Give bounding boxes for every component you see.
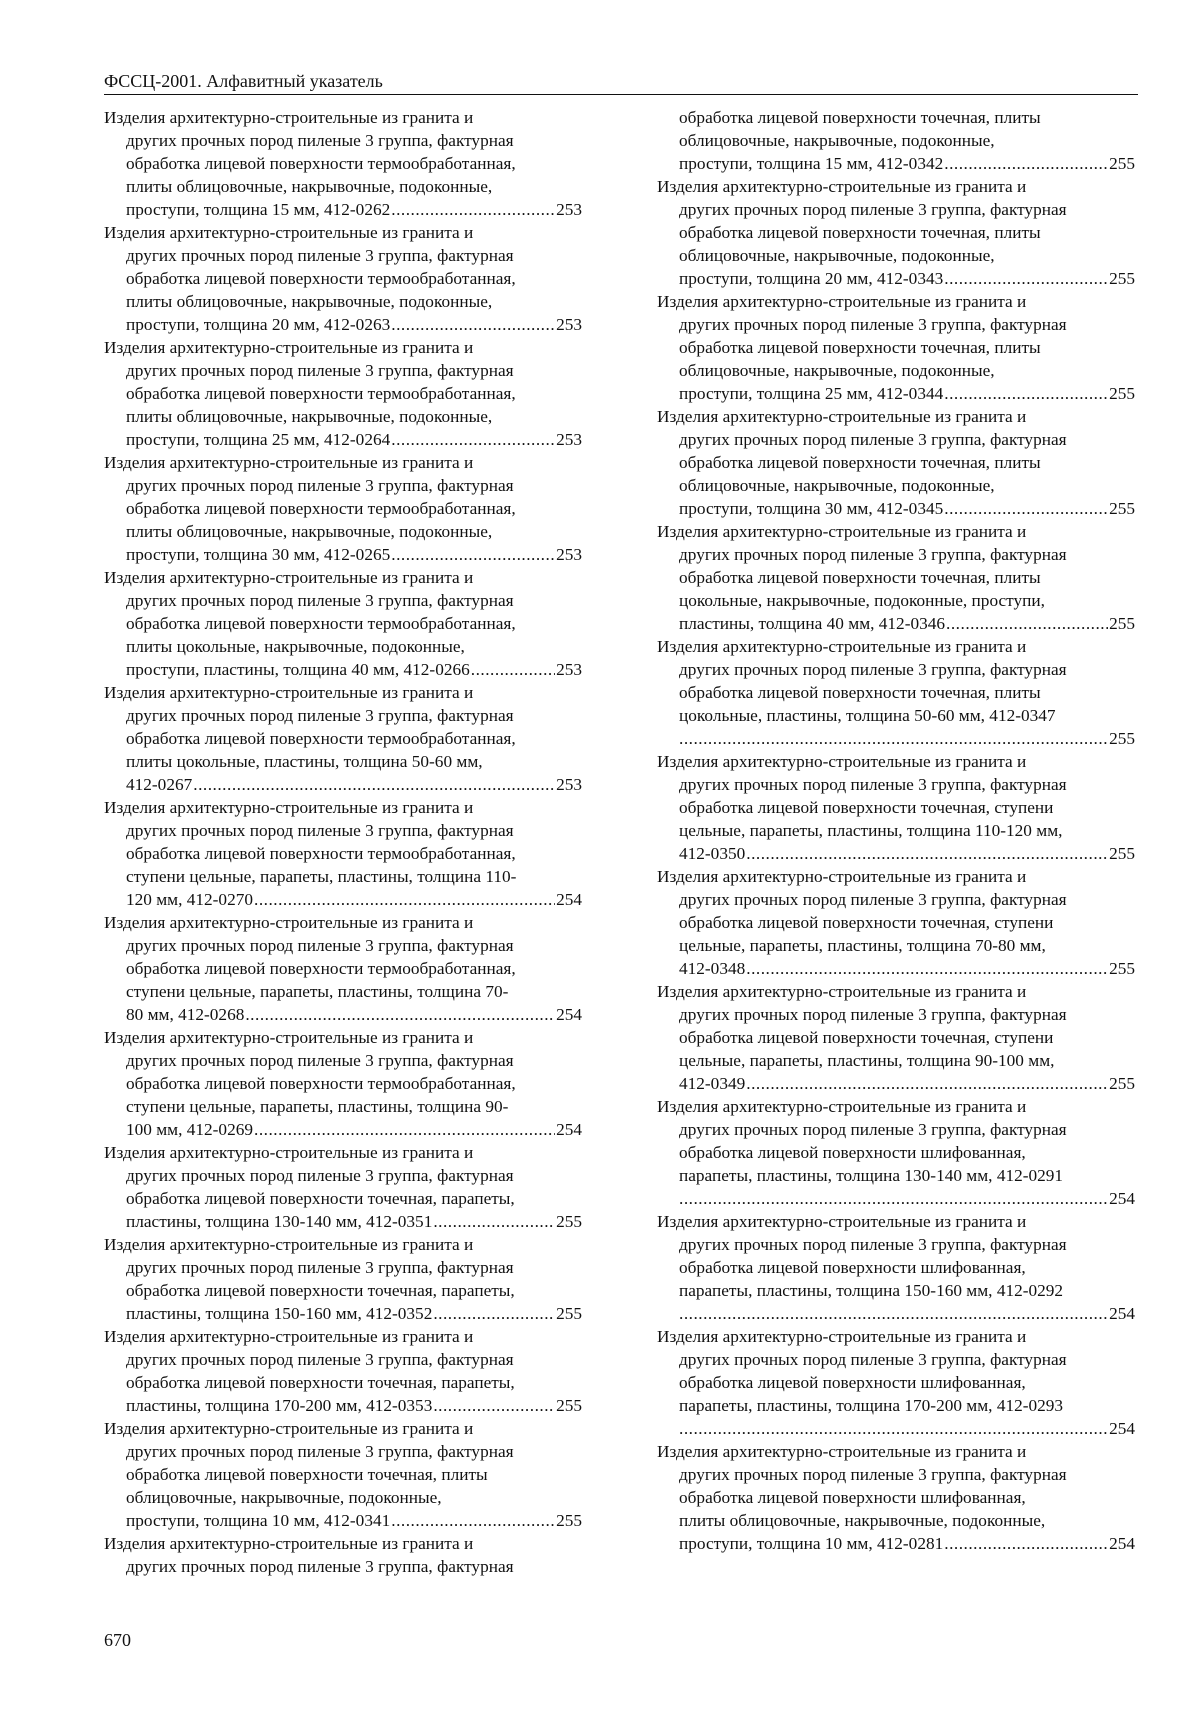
entry-text-line: Изделия архитектурно-строительные из гранита и (104, 568, 474, 587)
entry-text-line: других прочных пород пиленые 3 группа, фактурная (679, 1350, 1067, 1369)
index-entry (657, 980, 1135, 1095)
entry-text-line: других прочных пород пиленые 3 группа, фактурная (126, 1051, 514, 1070)
entry-last-line (657, 727, 1135, 750)
entry-text-tail: проступи, толщина 30 мм, 412-0265 (126, 545, 391, 564)
entry-last-line (104, 198, 582, 221)
leader-dots (471, 658, 555, 681)
entry-text-line: обработка лицевой поверхности точечная, ступени (679, 798, 1054, 817)
entry-text-line: Изделия архитектурно-строительные из гранита и (104, 338, 474, 357)
entry-text-line: облицовочные, накрывочные, подоконные, (679, 361, 995, 380)
leader-dots (679, 1302, 1108, 1325)
entry-text-line: других прочных пород пиленые 3 группа, фактурная (679, 430, 1067, 449)
entry-text-line: Изделия архитектурно-строительные из гранита и (104, 913, 474, 932)
leader-dots (946, 612, 1108, 635)
entry-text-line: обработка лицевой поверхности шлифованная, (679, 1373, 1026, 1392)
entry-last-line (104, 773, 582, 796)
entry-page-ref: 255 (1109, 1074, 1135, 1093)
entry-page-ref: 255 (1109, 959, 1135, 978)
entry-text-line: Изделия архитектурно-строительные из гранита и (657, 1442, 1027, 1461)
entry-text-line: других прочных пород пиленые 3 группа, фактурная (679, 1005, 1067, 1024)
entry-text-line: Изделия архитектурно-строительные из гранита и (657, 1097, 1027, 1116)
index-entry (657, 290, 1135, 405)
leader-dots (254, 888, 555, 911)
entry-text-line: ступени цельные, парапеты, пластины, толщина 90- (126, 1097, 509, 1116)
entry-text-line: Изделия архитектурно-строительные из гранита и (657, 867, 1027, 886)
entry-text-line: обработка лицевой поверхности термообработанная, (126, 384, 516, 403)
entry-text-line: обработка лицевой поверхности точечная, плиты (679, 568, 1041, 587)
entry-page-ref: 255 (1109, 614, 1135, 633)
index-entry (657, 1440, 1135, 1555)
index-entry (104, 1026, 582, 1141)
entry-text-line: Изделия архитектурно-строительные из гранита и (104, 1327, 474, 1346)
entry-text-line: Изделия архитектурно-строительные из гранита и (104, 1143, 474, 1162)
entry-text-line: других прочных пород пиленые 3 группа, фактурная (679, 775, 1067, 794)
index-entry (104, 911, 582, 1026)
entry-text-line: Изделия архитектурно-строительные из гранита и (104, 798, 474, 817)
entry-page-ref: 254 (1109, 1189, 1135, 1208)
entry-text-line: цокольные, пластины, толщина 50-60 мм, 412-0347 (679, 706, 1056, 725)
entry-text-line: Изделия архитектурно-строительные из гранита и (104, 683, 474, 702)
index-entry (657, 1210, 1135, 1325)
entry-text-tail: пластины, толщина 150-160 мм, 412-0352 (126, 1304, 433, 1323)
entry-text-tail: 412-0348 (679, 959, 746, 978)
entry-page-ref: 253 (556, 200, 582, 219)
entry-text-line: других прочных пород пиленые 3 группа, фактурная (126, 1258, 514, 1277)
leader-dots (944, 1532, 1108, 1555)
entry-last-line (657, 267, 1135, 290)
entry-text-line: цельные, парапеты, пластины, толщина 70-80 мм, (679, 936, 1046, 955)
entry-text-line: обработка лицевой поверхности шлифованная, (679, 1143, 1026, 1162)
entry-text-line: обработка лицевой поверхности точечная, парапеты, (126, 1281, 515, 1300)
entry-text-line: плиты цокольные, пластины, толщина 50-60 мм, (126, 752, 483, 771)
entry-text-line: других прочных пород пиленые 3 группа, фактурная (126, 706, 514, 725)
entry-text-line: цельные, парапеты, пластины, толщина 90-100 мм, (679, 1051, 1055, 1070)
entry-last-line (657, 1187, 1135, 1210)
entry-page-ref: 253 (556, 545, 582, 564)
entry-text-line: ступени цельные, парапеты, пластины, толщина 110- (126, 867, 517, 886)
index-entry (657, 405, 1135, 520)
entry-text-line: цокольные, накрывочные, подоконные, проступи, (679, 591, 1045, 610)
entry-page-ref: 255 (1109, 499, 1135, 518)
entry-text-line: Изделия архитектурно-строительные из гранита и (657, 522, 1027, 541)
entry-text-line: других прочных пород пиленые 3 группа, фактурная (126, 131, 514, 150)
leader-dots (193, 773, 555, 796)
entry-text-line: обработка лицевой поверхности термообработанная, (126, 269, 516, 288)
entry-text-tail: пластины, толщина 40 мм, 412-0346 (679, 614, 946, 633)
index-entry (657, 175, 1135, 290)
entry-text-tail: проступи, толщина 25 мм, 412-0264 (126, 430, 391, 449)
entry-page-ref: 255 (1109, 269, 1135, 288)
entry-last-line (657, 612, 1135, 635)
entry-text-line: Изделия архитектурно-строительные из гранита и (657, 637, 1027, 656)
entry-text-line: обработка лицевой поверхности термообработанная, (126, 1074, 516, 1093)
entry-text-line: других прочных пород пиленые 3 группа, фактурная (126, 1350, 514, 1369)
entry-text-line: парапеты, пластины, толщина 150-160 мм, 412-0292 (679, 1281, 1064, 1300)
index-column-left (104, 106, 582, 1578)
leader-dots (433, 1302, 555, 1325)
entry-last-line (657, 1072, 1135, 1095)
entry-text-line: парапеты, пластины, толщина 130-140 мм, 412-0291 (679, 1166, 1064, 1185)
entry-text-line: других прочных пород пиленые 3 группа, фактурная (679, 890, 1067, 909)
leader-dots (254, 1118, 555, 1141)
entry-text-line: обработка лицевой поверхности шлифованная, (679, 1488, 1026, 1507)
entry-text-tail: проступи, толщина 15 мм, 412-0262 (126, 200, 391, 219)
leader-dots (433, 1210, 555, 1233)
entry-page-ref: 254 (556, 890, 582, 909)
entry-text-tail: 80 мм, 412-0268 (126, 1005, 245, 1024)
entry-text-line: плиты облицовочные, накрывочные, подоконные, (126, 292, 493, 311)
entry-page-ref: 253 (556, 660, 582, 679)
index-entry (104, 1325, 582, 1417)
entry-text-line: других прочных пород пиленые 3 группа, фактурная (126, 1557, 514, 1576)
running-header: ФССЦ-2001. Алфавитный указатель (104, 70, 1138, 95)
entry-page-ref: 255 (1109, 154, 1135, 173)
entry-last-line (104, 1118, 582, 1141)
entry-text-line: обработка лицевой поверхности термообработанная, (126, 614, 516, 633)
entry-last-line (657, 1532, 1135, 1555)
entry-text-line: плиты цокольные, накрывочные, подоконные, (126, 637, 465, 656)
entry-text-line: обработка лицевой поверхности шлифованная, (679, 1258, 1026, 1277)
entry-last-line (104, 313, 582, 336)
entry-text-tail: пластины, толщина 130-140 мм, 412-0351 (126, 1212, 433, 1231)
entry-page-ref: 255 (556, 1304, 582, 1323)
page-number: 670 (104, 1630, 131, 1650)
entry-text-line: плиты облицовочные, накрывочные, подоконные, (126, 407, 493, 426)
entry-text-line: плиты облицовочные, накрывочные, подоконные, (126, 522, 493, 541)
leader-dots (944, 382, 1108, 405)
entry-page-ref: 255 (1109, 844, 1135, 863)
entry-text-line: парапеты, пластины, толщина 170-200 мм, 412-0293 (679, 1396, 1064, 1415)
entry-text-line: обработка лицевой поверхности термообработанная, (126, 499, 516, 518)
index-entry (657, 1095, 1135, 1210)
entry-last-line (104, 1003, 582, 1026)
entry-text-line: обработка лицевой поверхности точечная, парапеты, (126, 1189, 515, 1208)
entry-text-line: Изделия архитектурно-строительные из гранита и (657, 292, 1027, 311)
entry-text-line: других прочных пород пиленые 3 группа, фактурная (126, 1442, 514, 1461)
entry-text-tail: проступи, толщина 20 мм, 412-0343 (679, 269, 944, 288)
entry-text-line: Изделия архитектурно-строительные из гранита и (104, 1235, 474, 1254)
entry-text-line: Изделия архитектурно-строительные из гранита и (657, 407, 1027, 426)
entry-text-line: других прочных пород пиленые 3 группа, фактурная (126, 476, 514, 495)
entry-text-line: других прочных пород пиленые 3 группа, фактурная (126, 361, 514, 380)
entry-page-ref: 255 (1109, 729, 1135, 748)
entry-last-line (657, 1417, 1135, 1440)
leader-dots (746, 842, 1108, 865)
entry-text-line: Изделия архитектурно-строительные из гранита и (657, 1327, 1027, 1346)
entry-page-ref: 254 (1109, 1419, 1135, 1438)
index-entry (657, 106, 1135, 175)
entry-text-line: обработка лицевой поверхности точечная, ступени (679, 1028, 1054, 1047)
entry-text-tail: 100 мм, 412-0269 (126, 1120, 253, 1139)
entry-last-line (104, 1394, 582, 1417)
entry-page-ref: 255 (556, 1212, 582, 1231)
index-entry (104, 566, 582, 681)
leader-dots (391, 543, 555, 566)
entry-text-line: цельные, парапеты, пластины, толщина 110-120 мм, (679, 821, 1063, 840)
entry-text-tail: 412-0350 (679, 844, 746, 863)
index-column-right (657, 106, 1135, 1555)
entry-last-line (104, 1210, 582, 1233)
index-entry (104, 451, 582, 566)
entry-text-tail: проступи, толщина 10 мм, 412-0341 (126, 1511, 391, 1530)
entry-page-ref: 253 (556, 775, 582, 794)
index-entry (104, 106, 582, 221)
entry-text-line: обработка лицевой поверхности точечная, парапеты, (126, 1373, 515, 1392)
entry-text-tail: проступи, пластины, толщина 40 мм, 412-0266 (126, 660, 470, 679)
entry-text-line: обработка лицевой поверхности термообработанная, (126, 729, 516, 748)
entry-text-line: Изделия архитектурно-строительные из гранита и (104, 1534, 474, 1553)
index-entry (104, 1233, 582, 1325)
leader-dots (433, 1394, 555, 1417)
entry-last-line (657, 842, 1135, 865)
entry-text-line: других прочных пород пиленые 3 группа, фактурная (679, 545, 1067, 564)
entry-text-tail: 412-0349 (679, 1074, 746, 1093)
entry-last-line (657, 152, 1135, 175)
entry-text-line: обработка лицевой поверхности термообработанная, (126, 844, 516, 863)
leader-dots (679, 1187, 1108, 1210)
entry-text-line: облицовочные, накрывочные, подоконные, (126, 1488, 442, 1507)
entry-text-line: Изделия архитектурно-строительные из гранита и (657, 752, 1027, 771)
entry-text-line: обработка лицевой поверхности точечная, плиты (679, 223, 1041, 242)
entry-text-line: облицовочные, накрывочные, подоконные, (679, 246, 995, 265)
entry-text-tail: пластины, толщина 170-200 мм, 412-0353 (126, 1396, 433, 1415)
entry-page-ref: 254 (556, 1005, 582, 1024)
entry-text-line: плиты облицовочные, накрывочные, подоконные, (679, 1511, 1046, 1530)
leader-dots (391, 428, 555, 451)
index-entry (657, 635, 1135, 750)
entry-text-line: других прочных пород пиленые 3 группа, фактурная (679, 660, 1067, 679)
entry-text-line: других прочных пород пиленые 3 группа, фактурная (126, 1166, 514, 1185)
entry-page-ref: 254 (1109, 1534, 1135, 1553)
entry-text-tail: проступи, толщина 25 мм, 412-0344 (679, 384, 944, 403)
entry-last-line (104, 658, 582, 681)
leader-dots (679, 727, 1108, 750)
entry-text-tail: проступи, толщина 10 мм, 412-0281 (679, 1534, 944, 1553)
entry-last-line (104, 1509, 582, 1532)
entry-last-line (104, 428, 582, 451)
entry-text-line: ступени цельные, парапеты, пластины, толщина 70- (126, 982, 509, 1001)
index-entry (657, 865, 1135, 980)
entry-last-line (657, 382, 1135, 405)
entry-last-line (657, 497, 1135, 520)
entry-text-line: обработка лицевой поверхности точечная, плиты (679, 338, 1041, 357)
entry-text-line: других прочных пород пиленые 3 группа, фактурная (679, 1120, 1067, 1139)
entry-last-line (104, 888, 582, 911)
entry-text-line: обработка лицевой поверхности точечная, плиты (679, 683, 1041, 702)
entry-page-ref: 255 (556, 1396, 582, 1415)
leader-dots (245, 1003, 555, 1026)
entry-last-line (657, 957, 1135, 980)
entry-text-line: Изделия архитектурно-строительные из гранита и (104, 1419, 474, 1438)
entry-last-line (104, 1302, 582, 1325)
index-entry (104, 221, 582, 336)
entry-text-line: Изделия архитектурно-строительные из гранита и (657, 982, 1027, 1001)
leader-dots (746, 957, 1108, 980)
entry-page-ref: 254 (1109, 1304, 1135, 1323)
entry-text-tail: 412-0267 (126, 775, 193, 794)
entry-text-line: других прочных пород пиленые 3 группа, фактурная (126, 246, 514, 265)
leader-dots (391, 1509, 555, 1532)
leader-dots (944, 152, 1108, 175)
entry-last-line (104, 543, 582, 566)
leader-dots (391, 313, 555, 336)
index-entry (104, 681, 582, 796)
entry-text-line: других прочных пород пиленые 3 группа, фактурная (126, 591, 514, 610)
entry-text-tail: 120 мм, 412-0270 (126, 890, 253, 909)
entry-text-line: других прочных пород пиленые 3 группа, фактурная (679, 315, 1067, 334)
entry-text-line: обработка лицевой поверхности термообработанная, (126, 959, 516, 978)
entry-text-line: плиты облицовочные, накрывочные, подоконные, (126, 177, 493, 196)
leader-dots (944, 267, 1108, 290)
index-entry (104, 796, 582, 911)
entry-text-line: Изделия архитектурно-строительные из гранита и (104, 108, 474, 127)
entry-text-tail: проступи, толщина 30 мм, 412-0345 (679, 499, 944, 518)
leader-dots (746, 1072, 1108, 1095)
entry-text-line: других прочных пород пиленые 3 группа, фактурная (679, 200, 1067, 219)
leader-dots (944, 497, 1108, 520)
entry-text-tail: проступи, толщина 20 мм, 412-0263 (126, 315, 391, 334)
entry-text-line: Изделия архитектурно-строительные из гранита и (657, 1212, 1027, 1231)
index-entry (104, 1141, 582, 1233)
entry-text-line: облицовочные, накрывочные, подоконные, (679, 476, 995, 495)
entry-text-line: обработка лицевой поверхности точечная, плиты (126, 1465, 488, 1484)
index-entry (657, 520, 1135, 635)
entry-text-line: Изделия архитектурно-строительные из гранита и (104, 1028, 474, 1047)
entry-text-line: обработка лицевой поверхности точечная, ступени (679, 913, 1054, 932)
index-entry (104, 1417, 582, 1532)
entry-text-line: других прочных пород пиленые 3 группа, фактурная (679, 1235, 1067, 1254)
leader-dots (679, 1417, 1108, 1440)
entry-text-line: обработка лицевой поверхности точечная, плиты (679, 453, 1041, 472)
index-entry (104, 1532, 582, 1578)
entry-page-ref: 253 (556, 430, 582, 449)
entry-text-line: других прочных пород пиленые 3 группа, фактурная (126, 936, 514, 955)
entry-text-line: Изделия архитектурно-строительные из гранита и (104, 223, 474, 242)
entry-text-line: других прочных пород пиленые 3 группа, фактурная (679, 1465, 1067, 1484)
leader-dots (391, 198, 555, 221)
entry-text-line: Изделия архитектурно-строительные из гранита и (104, 453, 474, 472)
entry-last-line (657, 1302, 1135, 1325)
entry-text-line: облицовочные, накрывочные, подоконные, (679, 131, 995, 150)
entry-text-line: обработка лицевой поверхности термообработанная, (126, 154, 516, 173)
entry-text-line: других прочных пород пиленые 3 группа, фактурная (126, 821, 514, 840)
entry-text-line: Изделия архитектурно-строительные из гранита и (657, 177, 1027, 196)
entry-text-line: обработка лицевой поверхности точечная, плиты (679, 108, 1041, 127)
index-entry (657, 750, 1135, 865)
index-entry (104, 336, 582, 451)
entry-page-ref: 253 (556, 315, 582, 334)
index-entry (657, 1325, 1135, 1440)
entry-page-ref: 255 (1109, 384, 1135, 403)
entry-text-tail: проступи, толщина 15 мм, 412-0342 (679, 154, 944, 173)
entry-page-ref: 255 (556, 1511, 582, 1530)
entry-page-ref: 254 (556, 1120, 582, 1139)
